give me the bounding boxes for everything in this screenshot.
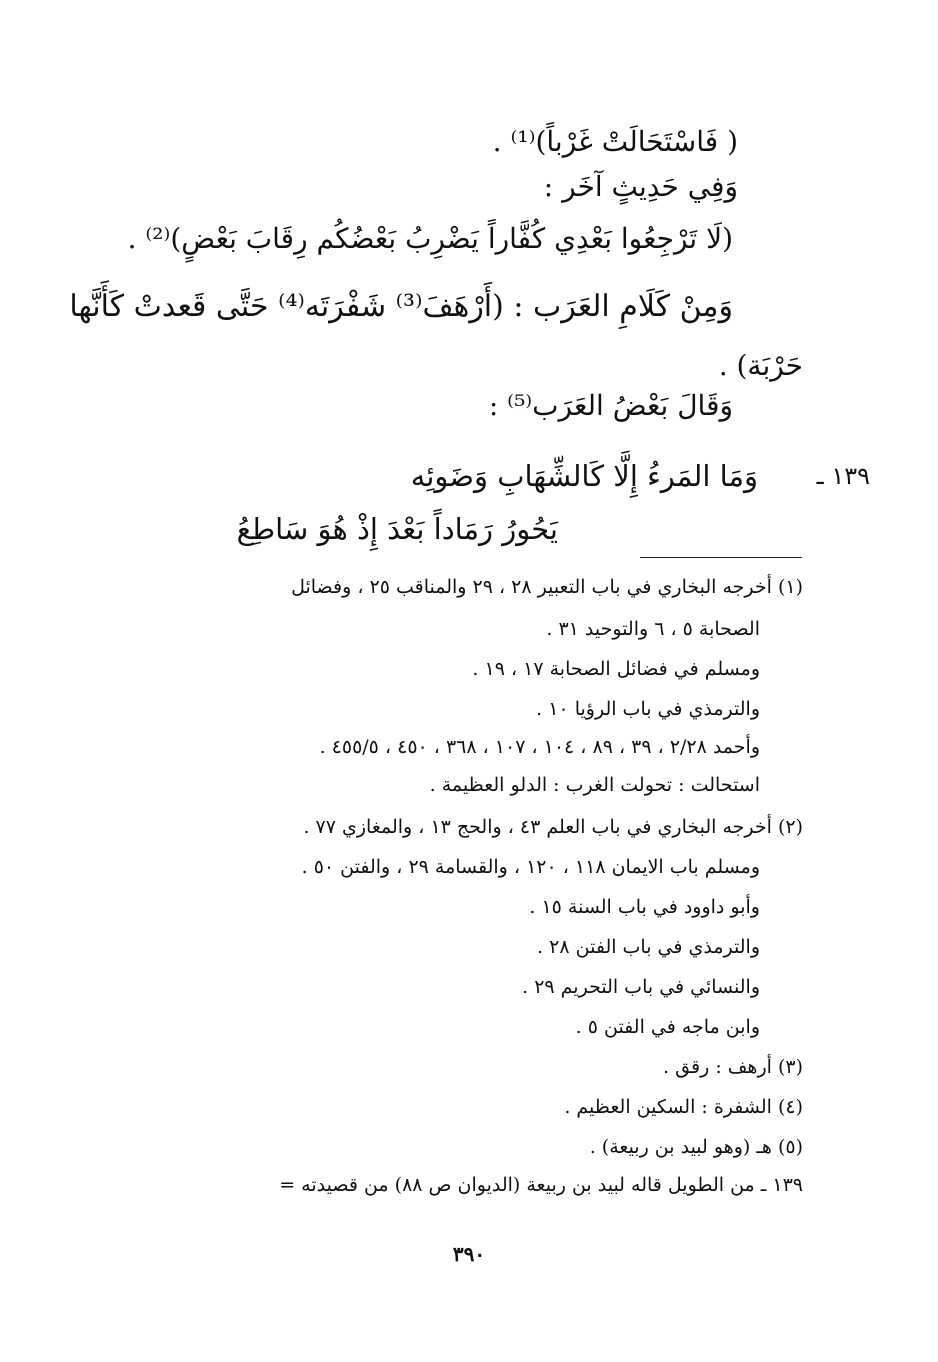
footnote-1-line-1: (١) أخرجه البخاري في باب التعبير ٢٨ ، ٢٩ والمناقب ٢٥ ، وفضائل [291, 576, 803, 598]
page-number: ٣٩٠ [452, 1242, 486, 1266]
poem-hemistich-2: يَحُورُ رَمَاداً بَعْدَ إِذْ هُوَ سَاطِعُ [236, 512, 558, 546]
footnote-2-line-5: والنسائي في باب التحريم ٢٩ . [522, 976, 760, 998]
footnote-2-line-3: وأبو داوود في باب السنة ١٥ . [529, 896, 760, 918]
footnote-2-line-4: والترمذي في باب الفتن ٢٨ . [537, 936, 760, 958]
footnote-2-line-2: ومسلم باب الايمان ١١٨ ، ١٢٠ ، والقسامة ٢٩ ، والفتن ٥٠ . [301, 856, 760, 878]
text-line-2: وَفِي حَدِيثٍ آخَر : [543, 170, 738, 203]
footnote-1-line-3: ومسلم في فضائل الصحابة ١٧ ، ١٩ . [472, 658, 760, 680]
footnote-1-line-5: وأحمد ٢/٢٨ ، ٣٩ ، ٨٩ ، ١٠٤ ، ١٠٧ ، ٣٦٨ ، ٤٥٠ ، ٤٥٥/٥ . [319, 736, 760, 758]
text-line-3: (لَا تَرْجِعُوا بَعْدِي كُفَّاراً يَضْرِبُ بَعْضُكُم رِقَابَ بَعْضٍ)⁽²⁾ . [127, 222, 733, 255]
text-line-5: حَرْبَة) . [718, 349, 803, 382]
footnote-5: (٥) هـ (وهو لبيد بن ربيعة) . [589, 1136, 803, 1158]
footnote-poem-139: ١٣٩ ـ من الطويل قاله لبيد بن ربيعة (الديوان ص ٨٨) من قصيدته = [279, 1174, 803, 1196]
footnote-2-line-1: (٢) أخرجه البخاري في باب العلم ٤٣ ، والحج ١٣ ، والمغازي ٧٧ . [303, 816, 803, 838]
text-line-4: وَمِنْ كَلَامِ العَرَب : (أَرْهَفَ⁽³⁾ شَفْرَتَه⁽⁴⁾ حَتَّى قَعدتْ كَأَنَّها [69, 289, 733, 324]
footnote-2-line-6: وابن ماجه في الفتن ٥ . [575, 1016, 760, 1038]
footnote-1-gloss: استحالت : تحولت الغرب : الدلو العظيمة . [429, 774, 760, 796]
footnote-3: (٣) أرهف : رقق . [663, 1056, 803, 1078]
footnote-1-line-2: الصحابة ٥ ، ٦ والتوحيد ٣١ . [546, 618, 760, 640]
footnote-separator [640, 557, 802, 558]
footnote-1-line-4: والترمذي في باب الرؤيا ١٠ . [536, 698, 760, 720]
text-line-6: وَقَالَ بَعْضُ العَرَب⁽⁵⁾ : [488, 389, 733, 422]
poem-number: ١٣٩ ـ [816, 462, 870, 490]
text-line-1: ( فَاسْتَحَالَتْ غَرْباً)⁽¹⁾ . [492, 125, 738, 158]
poem-hemistich-1: وَمَا المَرءُ إِلَّا كَالشِّهَابِ وَضَوئِه [410, 459, 758, 493]
footnote-4: (٤) الشفرة : السكين العظيم . [564, 1096, 803, 1118]
